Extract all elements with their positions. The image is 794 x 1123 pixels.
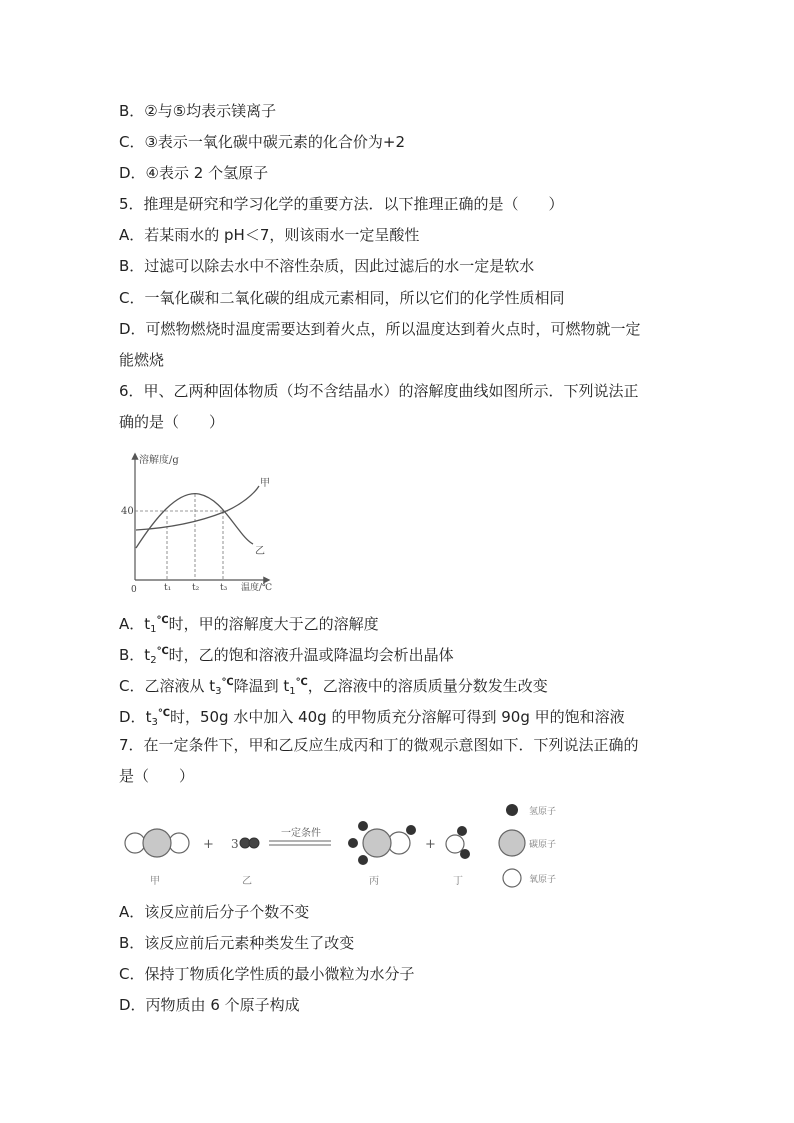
q6-stem-line2: 确的是（ ）	[119, 413, 225, 431]
q6-stem-line1: 6．甲、乙两种固体物质（均不含结晶水）的溶解度曲线如图所示．下列说法正	[119, 382, 639, 400]
reaction-micro-diagram	[119, 798, 579, 890]
q5-option-d-line1: D．可燃物燃烧时温度需要达到着火点，所以温度达到着火点时，可燃物就一定	[119, 320, 641, 338]
q5-option-b: B．过滤可以除去水中不溶性杂质，因此过滤后的水一定是软水	[119, 257, 535, 275]
legend	[499, 804, 556, 887]
label-bing: 丙	[369, 876, 379, 887]
q7-option-b: B．该反应前后元素种类发生了改变	[119, 934, 355, 952]
molecule-bing	[348, 821, 416, 865]
plus-sign-1: +	[203, 837, 214, 852]
curve-label-yi: 乙	[255, 546, 265, 557]
q6-option-b: B．$t_2^℃$时，乙的饱和溶液升温或降温均会析出晶体	[119, 646, 454, 666]
legend-oxygen-symbol	[503, 869, 521, 887]
molecule-yi	[240, 838, 259, 848]
q5-stem: 5．推理是研究和学习化学的重要方法．以下推理正确的是（ ）	[119, 195, 564, 213]
q7-option-d: D．丙物质由 6 个原子构成	[119, 996, 300, 1014]
q4-option-c: C．③表示一氧化碳中碳元素的化合价为+2	[119, 133, 406, 151]
q7-option-c: C．保持丁物质化学性质的最小微粒为水分子	[119, 965, 415, 983]
plus-sign-2: +	[425, 837, 436, 852]
q4-option-b: B．②与⑤均表示镁离子	[119, 102, 277, 120]
x-axis-label: 温度/℃	[241, 583, 273, 593]
y-axis-label: 溶解度/g	[139, 455, 179, 466]
legend-carbon-symbol	[499, 830, 525, 856]
x-tick-t2: t₂	[192, 583, 200, 593]
q5-option-a: A．若某雨水的 pH＜7，则该雨水一定呈酸性	[119, 226, 420, 244]
x-tick-t3: t₃	[220, 583, 228, 593]
curve-yi	[136, 486, 259, 530]
legend-oxygen: 氧原子	[529, 875, 557, 885]
legend-hydrogen-symbol	[506, 804, 518, 816]
q4-option-d: D．④表示 2 个氢原子	[119, 164, 269, 182]
q7-stem-line2: 是（ ）	[119, 767, 195, 785]
q6-option-c: C．乙溶液从 $t_3^℃$降温到 $t_1^℃$，乙溶液中的溶质质量分数发生改变	[119, 677, 548, 697]
q7-stem-line1: 7．在一定条件下，甲和乙反应生成丙和丁的微观示意图如下．下列说法正确的	[119, 736, 639, 754]
legend-hydrogen: 氢原子	[529, 807, 557, 817]
reaction-condition: 一定条件	[281, 828, 321, 839]
solubility-curve-figure	[119, 450, 284, 595]
label-yi: 乙	[242, 876, 252, 887]
curve-label-jia: 甲	[260, 478, 270, 489]
label-jia: 甲	[150, 876, 160, 887]
legend-carbon: 碳原子	[529, 840, 557, 850]
q5-option-d-line2: 能燃烧	[119, 351, 165, 369]
molecule-jia	[125, 829, 189, 857]
x-tick-t1: t₁	[164, 583, 172, 593]
q7-option-a: A．该反应前后分子个数不变	[119, 903, 310, 921]
origin-label: 0	[131, 585, 137, 595]
q5-option-c: C．一氧化碳和二氧化碳的组成元素相同，所以它们的化学性质相同	[119, 289, 565, 307]
molecule-ding	[446, 826, 470, 859]
q6-option-d: D．$t_3^℃$时，50g 水中加入 40g 的甲物质充分溶解可得到 90g 甲的饱和溶液	[119, 708, 625, 728]
label-ding: 丁	[453, 876, 463, 887]
q6-option-a: A．$t_1^℃$时，甲的溶解度大于乙的溶解度	[119, 615, 379, 635]
y-tick-40: 40	[121, 506, 134, 517]
coefficient-3: 3	[231, 837, 239, 851]
